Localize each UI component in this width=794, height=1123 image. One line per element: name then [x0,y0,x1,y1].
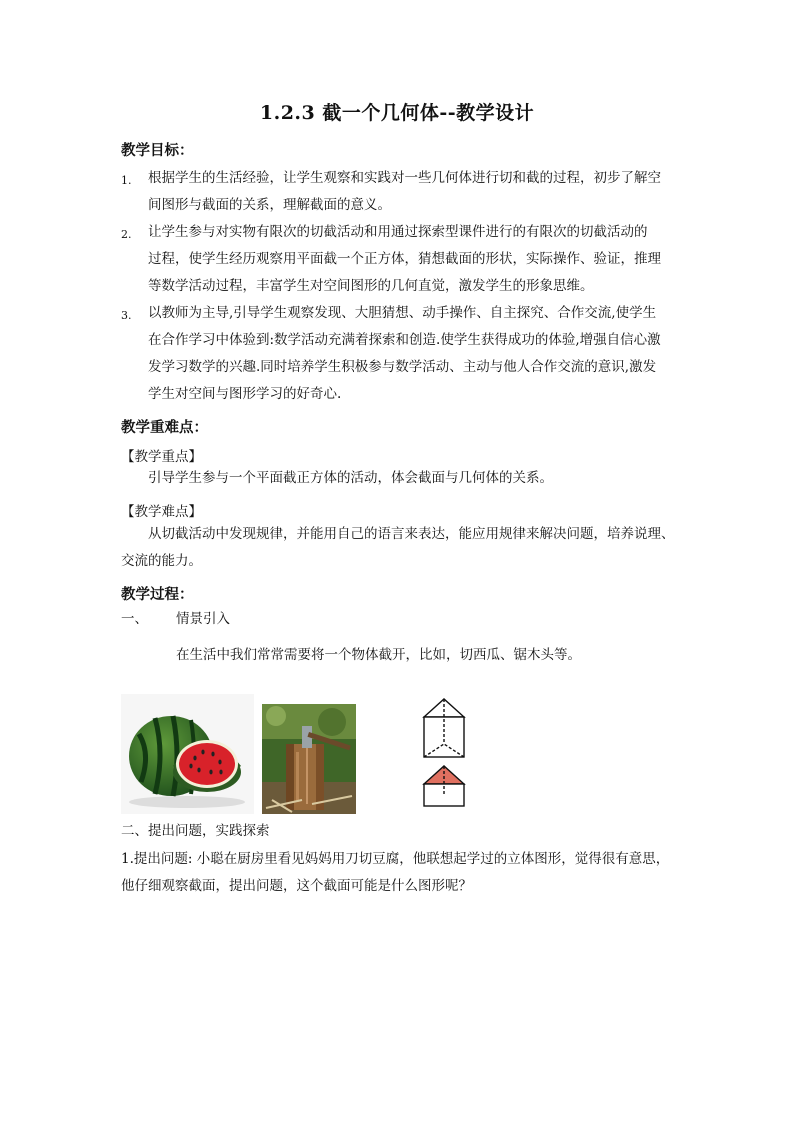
objective-2-line-2: 过程，使学生经历观察用平面截一个正方体，猜想截面的形状，实际操作、验证，推理 [148,251,661,267]
question-line-2: 他仔细观察截面，提出问题，这个截面可能是什么图形呢？ [121,878,472,894]
prism-cut-diagram [380,694,490,819]
focus-label: 【教学重点】 [121,449,202,465]
section-2-title: 二、提出问题，实践探索 [121,823,270,839]
section-1-title: 情景引入 [176,611,230,627]
objective-3-line-4: 学生对空间与图形学习的好奇心. [148,386,342,402]
objective-3-number: 3. [121,309,132,322]
objective-1-line-2: 间图形与截面的关系，理解截面的意义。 [148,197,391,213]
focus-text: 引导学生参与一个平面截正方体的活动，体会截面与几何体的关系。 [148,470,553,486]
page-title: 1.2.3 截一个几何体--教学设计 [259,102,535,124]
watermelon-image [121,694,254,814]
objective-2-line-1: 让学生参与对实物有限次的切截活动和用通过探索型课件进行的有限次的切截活动的 [148,224,648,240]
objectives-heading: 教学目标： [121,142,194,159]
difficulty-line-2: 交流的能力。 [121,553,202,569]
section-1-number: 一、 [121,611,148,627]
question-line-1: 1.提出问题: 小聪在厨房里看见妈妈用刀切豆腐，他联想起学过的立体图形，觉得很有意思， [121,851,670,867]
objective-1-number: 1. [121,174,132,187]
key-points-heading: 教学重难点： [121,419,208,436]
objective-3-line-2: 在合作学习中体验到:数学活动充满着探索和创造.使学生获得成功的体验,增强自信心激 [148,332,661,348]
wood-chopping-image [262,704,356,814]
objective-2-number: 2. [121,228,132,241]
objective-3-line-1: 以教师为主导,引导学生观察发现、大胆猜想、动手操作、自主探究、合作交流,使学生 [148,305,657,321]
difficulty-label: 【教学难点】 [121,504,202,520]
objective-2-line-3: 等数学活动过程，丰富学生对空间图形的几何直觉，激发学生的形象思维。 [148,278,594,294]
difficulty-line-1: 从切截活动中发现规律，并能用自己的语言来表达，能应用规律来解决问题，培养说理、 [148,526,675,542]
objective-3-line-3: 发学习数学的兴趣.同时培养学生积极参与数学活动、主动与他人合作交流的意识,激发 [148,359,657,375]
objective-1-line-1: 根据学生的生活经验，让学生观察和实践对一些几何体进行切和截的过程，初步了解空 [148,170,661,186]
section-1-text: 在生活中我们常常需要将一个物体截开，比如，切西瓜、锯木头等。 [176,647,581,663]
process-heading: 教学过程： [121,586,194,603]
